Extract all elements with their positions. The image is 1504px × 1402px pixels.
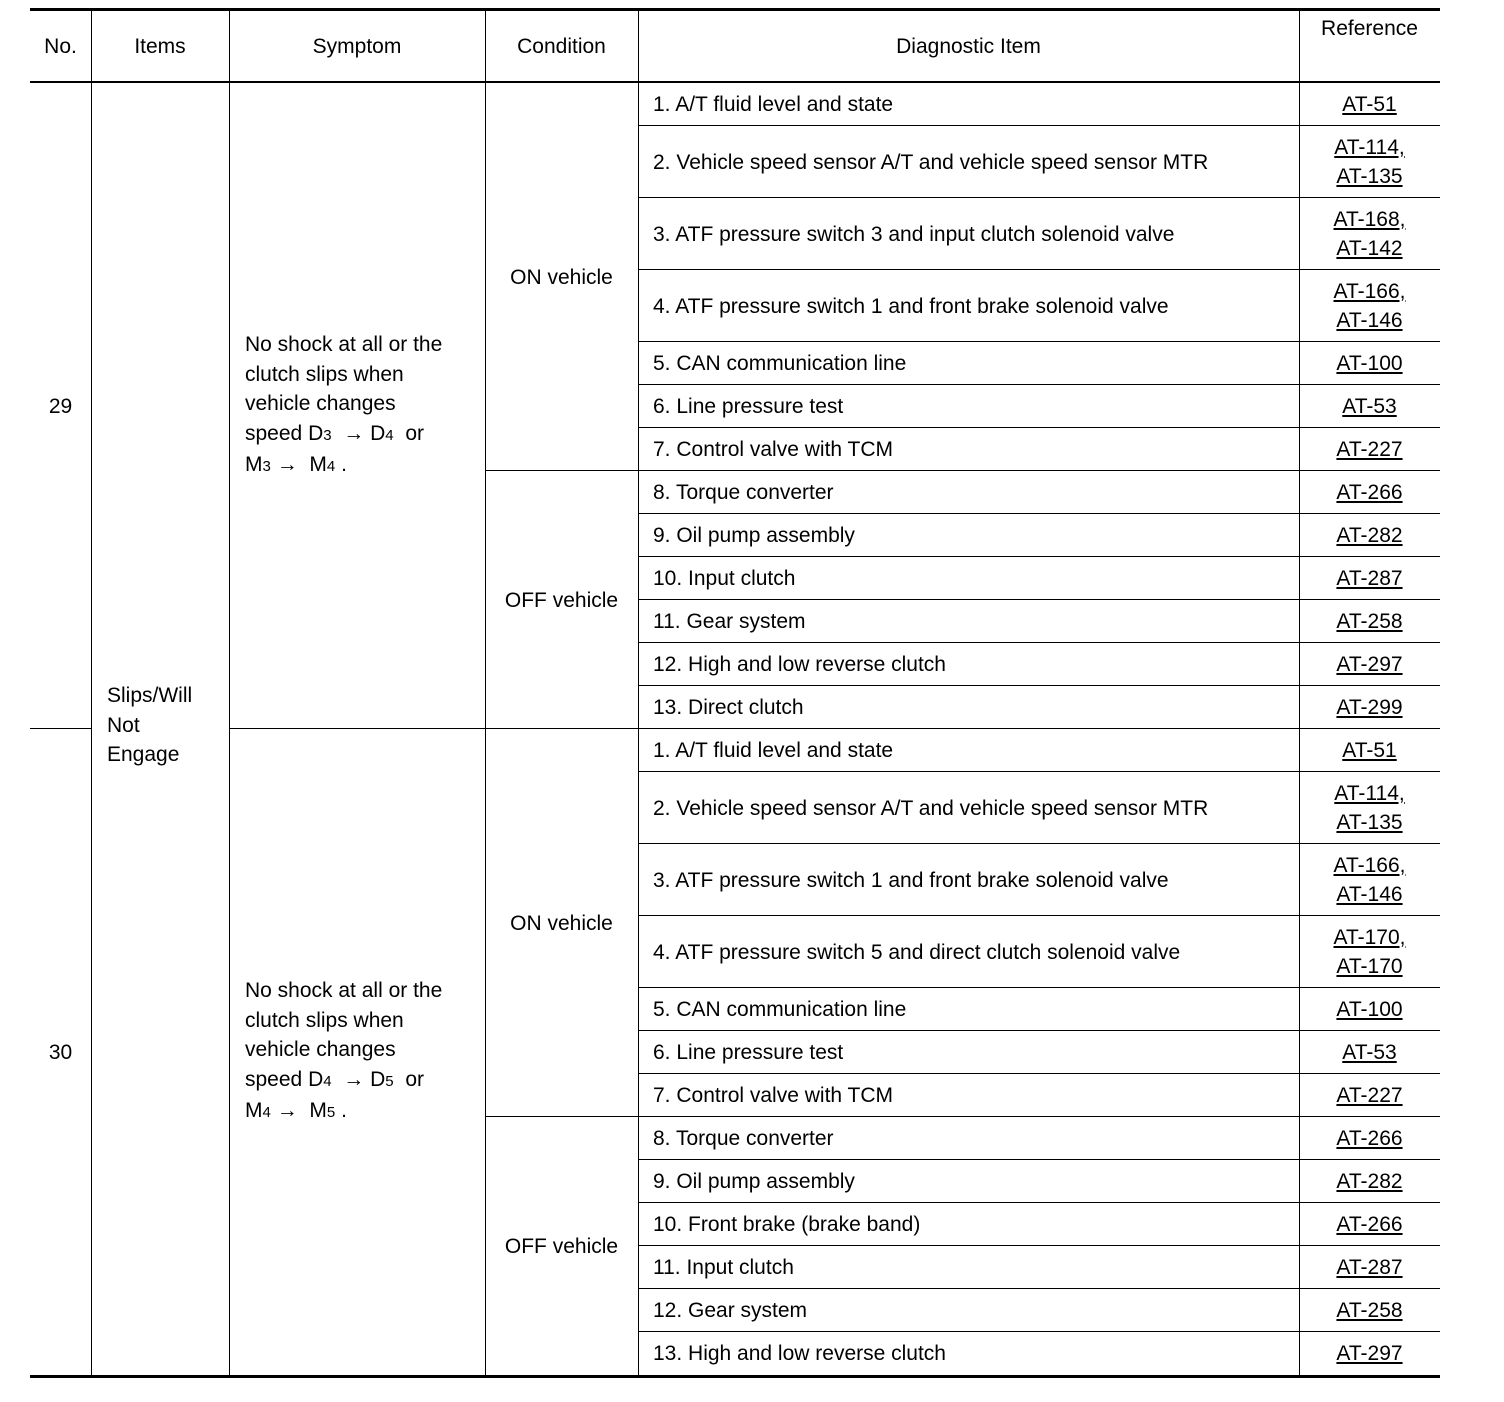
reference-link[interactable]: AT-114, [1334, 136, 1405, 159]
condition-label: OFF vehicle [504, 588, 619, 612]
items-group-line: Engage [107, 743, 180, 766]
diagnostic-item: 9. Oil pump assembly [653, 1170, 855, 1193]
reference-cell [1299, 428, 1440, 471]
reference-cell [1299, 988, 1440, 1031]
period: . [341, 1099, 347, 1123]
reference-link[interactable]: AT-170, [1333, 926, 1406, 949]
reference-link[interactable]: AT-266 [1336, 1127, 1403, 1150]
diagnostic-item: 8. Torque converter [653, 481, 834, 504]
speed-word: speed [245, 421, 303, 445]
reference-link[interactable]: AT-299 [1336, 696, 1403, 719]
reference-link[interactable]: AT-51 [1342, 739, 1397, 762]
diagnostic-item: 2. Vehicle speed sensor A/T and vehicle speed sensor MTR [653, 796, 1209, 820]
reference-cell [1299, 83, 1440, 126]
reference-link[interactable]: AT-100 [1336, 352, 1403, 375]
diagnostic-item: 11. Gear system [653, 610, 806, 633]
or-word: or [405, 1067, 424, 1091]
gear-from: D [308, 421, 324, 445]
items-group-lines [107, 681, 192, 770]
diagnostic-item: 6. Line pressure test [653, 1041, 844, 1064]
reference-link[interactable]: AT-166, [1333, 280, 1406, 303]
condition-label: ON vehicle [510, 265, 613, 289]
manual-from-number: 4 [262, 1104, 271, 1122]
reference-cell [1299, 198, 1440, 270]
col-reference-header: Reference [1321, 16, 1418, 40]
symptom-line-manual [245, 1096, 442, 1128]
gear-from-number: 3 [323, 426, 332, 444]
shift-arrow: → [343, 1067, 365, 1091]
col-diagnostic-header: Diagnostic Item [896, 34, 1041, 58]
reference-cell [1299, 844, 1440, 916]
reference-cell [1299, 729, 1440, 772]
symptom-line: No shock at all or the [245, 979, 443, 1003]
manual-from-number: 3 [262, 458, 271, 476]
reference-link[interactable]: AT-266 [1336, 481, 1403, 504]
symptom-line-manual [245, 450, 442, 482]
gear-to-number: 4 [385, 426, 394, 444]
shift-arrow: → [343, 421, 365, 445]
reference-link[interactable]: AT-282 [1336, 524, 1403, 547]
reference-link[interactable]: AT-135 [1336, 811, 1403, 834]
symptom-line: clutch slips when [245, 1008, 404, 1032]
reference-link[interactable]: AT-170 [1336, 955, 1403, 978]
reference-link[interactable]: AT-53 [1342, 1041, 1397, 1064]
period: . [341, 453, 347, 477]
manual-to-number: 4 [326, 458, 336, 476]
reference-cell [1299, 600, 1440, 643]
diagnostic-item: 13. Direct clutch [653, 696, 804, 719]
gear-to: D [370, 1067, 386, 1091]
condition-label: ON vehicle [510, 911, 613, 935]
reference-cell [1299, 557, 1440, 600]
reference-link[interactable]: AT-146 [1336, 309, 1403, 332]
shift-arrow: → [276, 1099, 298, 1123]
reference-cell [1299, 686, 1440, 729]
reference-link[interactable]: AT-258 [1336, 610, 1403, 633]
manual-to: M [309, 1099, 327, 1123]
case-number: 30 [48, 1040, 73, 1064]
reference-link[interactable]: AT-168, [1333, 208, 1406, 231]
reference-cell [1299, 643, 1440, 686]
reference-link[interactable]: AT-146 [1336, 883, 1403, 906]
symptom-line: vehicle changes [245, 392, 396, 416]
reference-cell [1299, 471, 1440, 514]
col-symptom-left-rule [229, 8, 230, 1377]
reference-link[interactable]: AT-297 [1336, 1342, 1403, 1365]
reference-cell [1299, 1031, 1440, 1074]
reference-link[interactable]: AT-266 [1336, 1213, 1403, 1236]
items-group-line: Slips/Will [107, 684, 193, 707]
reference-link[interactable]: AT-227 [1336, 438, 1403, 461]
gear-from: D [308, 1067, 324, 1091]
diagnostic-item: 5. CAN communication line [653, 352, 907, 375]
col-condition-header: Condition [517, 34, 606, 58]
reference-cell [1299, 772, 1440, 844]
or-word: or [405, 421, 424, 445]
manual-from: M [245, 1099, 263, 1123]
condition-label: OFF vehicle [504, 1234, 619, 1258]
reference-link[interactable]: AT-51 [1342, 93, 1397, 116]
diagnostic-item: 10. Front brake (brake band) [653, 1213, 921, 1236]
reference-cell [1299, 342, 1440, 385]
items-group-line: Not [107, 713, 140, 737]
gear-to-number: 5 [385, 1072, 394, 1090]
gear-from-number: 4 [323, 1072, 332, 1090]
diagnostic-item: 11. Input clutch [653, 1256, 794, 1279]
diagnostic-item: 4. ATF pressure switch 5 and direct clutch solenoid valve [653, 940, 1181, 964]
reference-link[interactable]: AT-258 [1336, 1299, 1403, 1322]
reference-cell [1299, 385, 1440, 428]
diagnostic-item: 9. Oil pump assembly [653, 524, 855, 547]
reference-link[interactable]: AT-166, [1333, 854, 1406, 877]
gear-to: D [370, 421, 386, 445]
speed-word: speed [245, 1067, 303, 1091]
table-bottom-rule [30, 1375, 1440, 1378]
diagnostic-item: 7. Control valve with TCM [653, 1084, 894, 1107]
shift-arrow: → [276, 453, 298, 477]
diagnostic-item: 3. ATF pressure switch 3 and input clutch solenoid valve [653, 222, 1175, 246]
col-items-left-rule [91, 8, 92, 1377]
symptom-line: clutch slips when [245, 362, 404, 386]
diagnostic-item: 12. Gear system [653, 1299, 808, 1322]
reference-cell [1299, 1289, 1440, 1332]
manual-to-number: 5 [326, 1104, 336, 1122]
items-group [107, 83, 229, 1375]
symptom-line-speed [245, 419, 442, 451]
reference-cell [1299, 1203, 1440, 1246]
reference-cell [1299, 514, 1440, 557]
col-symptom-header: Symptom [312, 34, 402, 58]
reference-link[interactable]: AT-287 [1336, 567, 1403, 590]
symptom-lines [245, 330, 442, 482]
diagnostic-item: 8. Torque converter [653, 1127, 834, 1150]
col-condition-left-rule [485, 8, 486, 1377]
diagnostic-item: 1. A/T fluid level and state [653, 93, 894, 116]
diagnostic-item: 3. ATF pressure switch 1 and front brake solenoid valve [653, 868, 1169, 892]
symptom-text [245, 729, 485, 1375]
symptom-line: vehicle changes [245, 1038, 396, 1062]
reference-link[interactable]: AT-297 [1336, 653, 1403, 676]
diagnostic-item: 2. Vehicle speed sensor A/T and vehicle speed sensor MTR [653, 150, 1209, 174]
diagnostic-item: 13. High and low reverse clutch [653, 1342, 946, 1365]
diagnostic-item: 10. Input clutch [653, 567, 796, 590]
reference-cell [1299, 1074, 1440, 1117]
diagnostic-item: 1. A/T fluid level and state [653, 739, 894, 762]
symptom-lines [245, 976, 442, 1128]
reference-link[interactable]: AT-114, [1334, 782, 1405, 805]
diagnostic-item: 6. Line pressure test [653, 395, 844, 418]
reference-link[interactable]: AT-53 [1342, 395, 1397, 418]
reference-link[interactable]: AT-135 [1336, 165, 1403, 188]
reference-cell [1299, 1332, 1440, 1375]
col-items-header: Items [134, 34, 186, 58]
reference-cell [1299, 270, 1440, 342]
symptom-line: No shock at all or the [245, 333, 443, 357]
case-number: 29 [48, 394, 73, 418]
reference-cell [1299, 1246, 1440, 1289]
reference-cell [1299, 916, 1440, 988]
reference-link[interactable]: AT-282 [1336, 1170, 1403, 1193]
reference-cell [1299, 126, 1440, 198]
symptom-text [245, 83, 485, 729]
col-diagnostic-left-rule [638, 8, 639, 1377]
diagnostic-item: 4. ATF pressure switch 1 and front brake solenoid valve [653, 294, 1169, 318]
reference-link[interactable]: AT-227 [1336, 1084, 1403, 1107]
reference-link[interactable]: AT-142 [1336, 237, 1403, 260]
symptom-line-speed [245, 1065, 442, 1097]
manual-to: M [309, 453, 327, 477]
col-reference-left-rule [1299, 8, 1300, 1377]
reference-cell [1299, 1117, 1440, 1160]
col-no-header: No. [44, 34, 77, 58]
manual-from: M [245, 453, 263, 477]
diagnostic-item: 7. Control valve with TCM [653, 438, 894, 461]
reference-cell [1299, 1160, 1440, 1203]
reference-link[interactable]: AT-287 [1336, 1256, 1403, 1279]
diagnostic-item: 5. CAN communication line [653, 998, 907, 1021]
diagnostic-item: 12. High and low reverse clutch [653, 653, 946, 676]
reference-link[interactable]: AT-100 [1336, 998, 1403, 1021]
